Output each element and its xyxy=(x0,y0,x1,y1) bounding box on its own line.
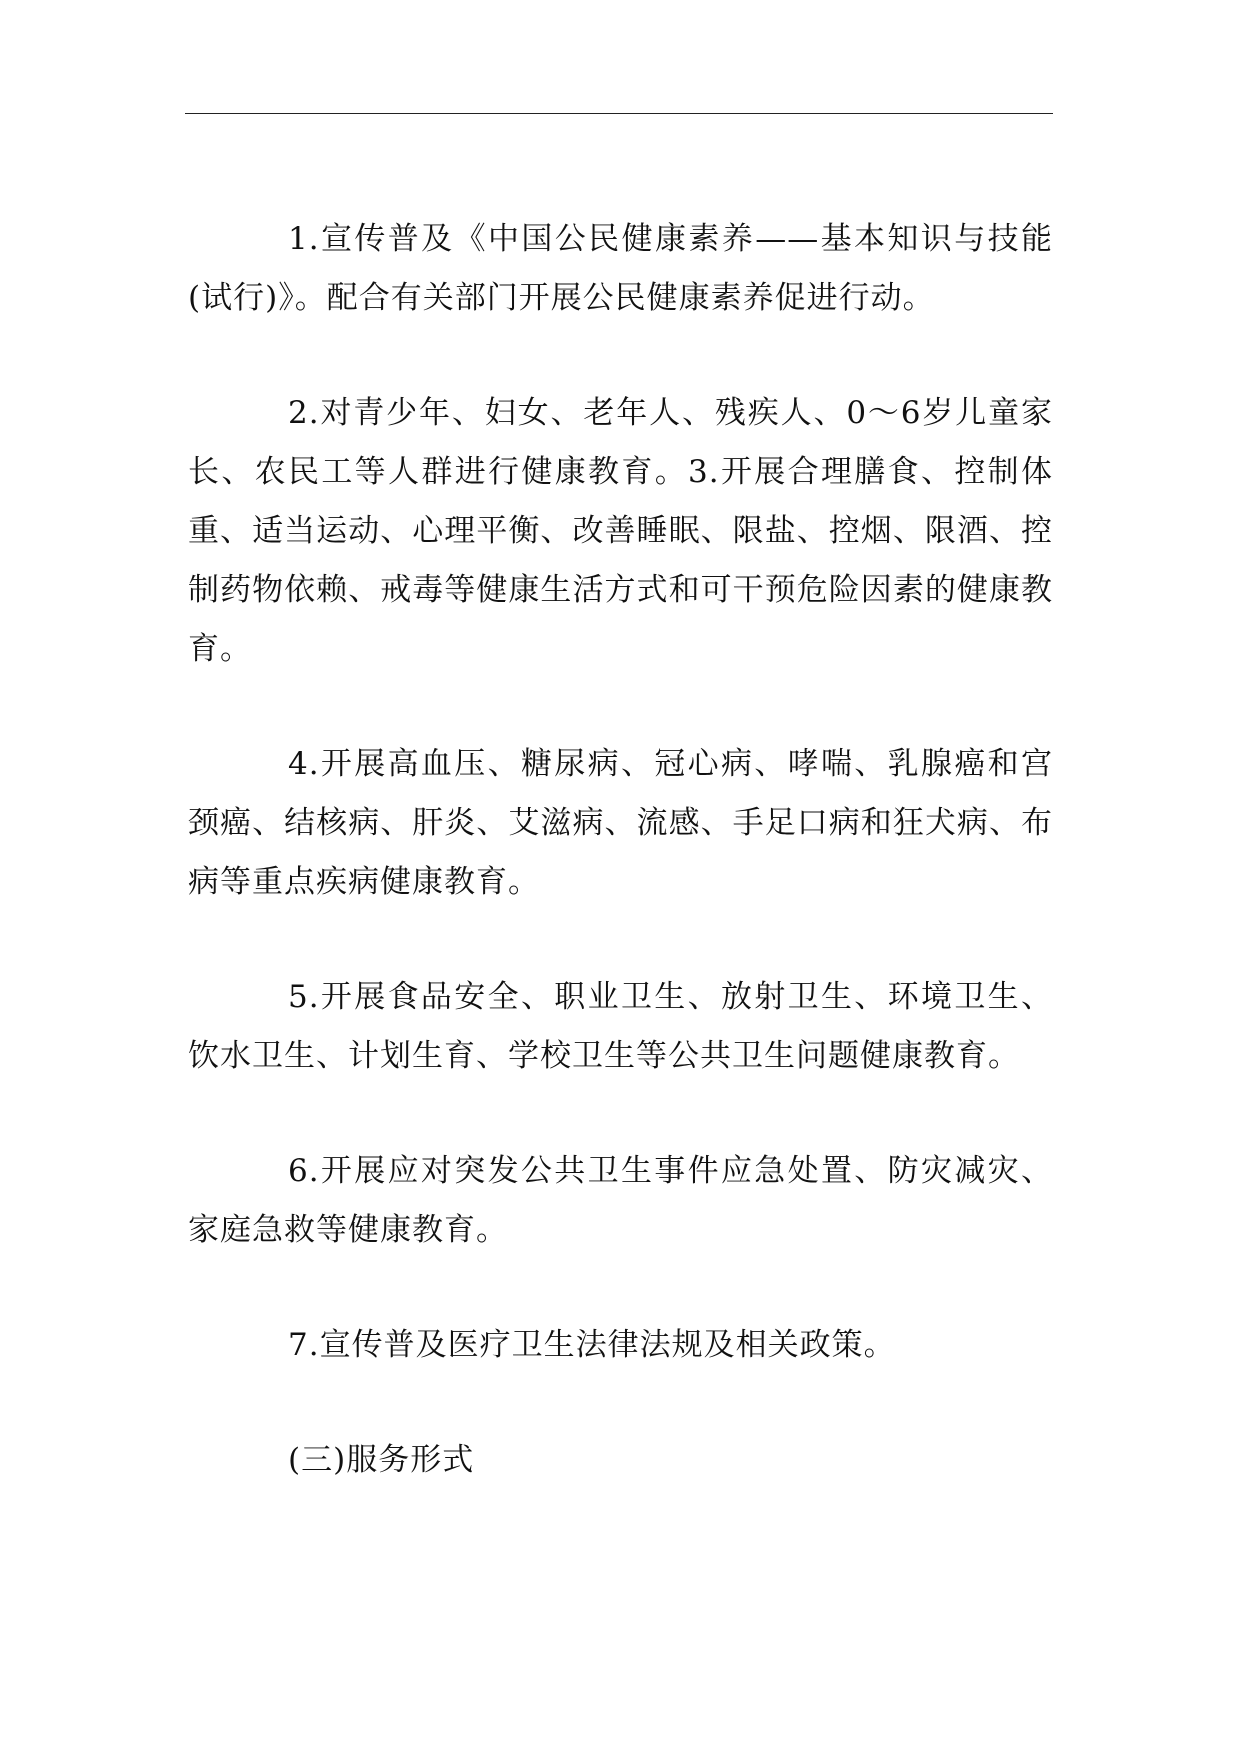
paragraph-4: 4.开展高血压、糖尿病、冠心病、哮喘、乳腺癌和宫颈癌、结核病、肝炎、艾滋病、流感、手足口病和狂犬病、布病等重点疾病健康教育。 xyxy=(188,746,1053,900)
document-body xyxy=(188,210,1053,1546)
paragraph-1: 1.宣传普及《中国公民健康素养——基本知识与技能(试行)》。配合有关部门开展公民健康素养促进行动。 xyxy=(188,221,1053,316)
header-rule xyxy=(185,113,1053,114)
paragraph-2: 2.对青少年、妇女、老年人、残疾人、0～6岁儿童家长、农民工等人群进行健康教育。3.开展合理膳食、控制体重、适当运动、心理平衡、改善睡眠、限盐、控烟、限酒、控制药物依赖、戒毒等健康生活方式和可干预危险因素的健康教育。 xyxy=(188,395,1053,667)
paragraph-7: 7.宣传普及医疗卫生法律法规及相关政策。 xyxy=(288,1327,896,1363)
paragraph-5: 5.开展食品安全、职业卫生、放射卫生、环境卫生、饮水卫生、计划生育、学校卫生等公共卫生问题健康教育。 xyxy=(188,979,1053,1074)
paragraph-6: 6.开展应对突发公共卫生事件应急处置、防灾减灾、家庭急救等健康教育。 xyxy=(188,1153,1053,1248)
section-heading-service-form: (三)服务形式 xyxy=(288,1442,475,1478)
